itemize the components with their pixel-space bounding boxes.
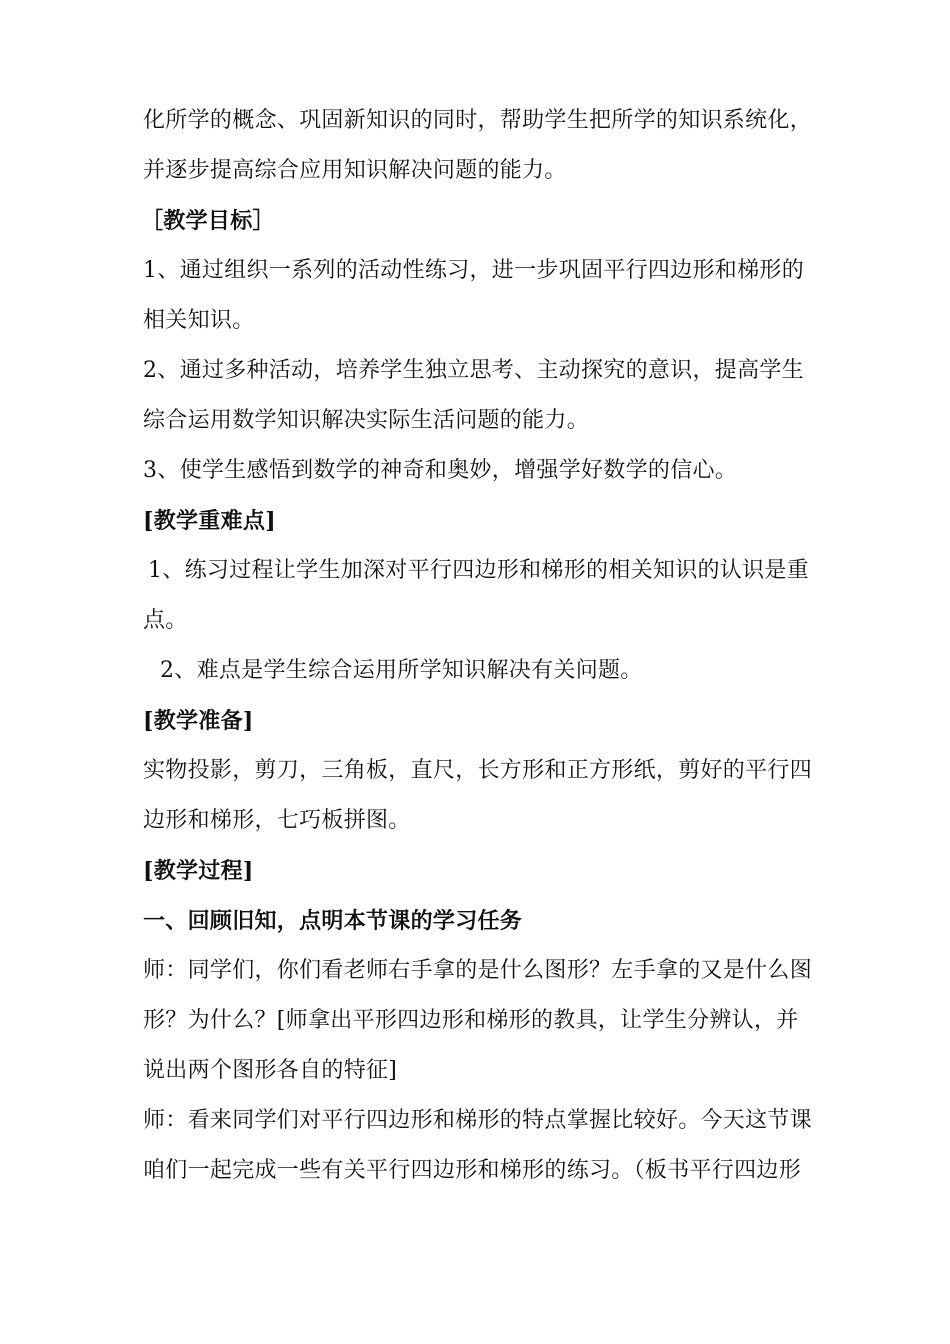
- body-text-line: 形？为什么？[师拿出平形四边形和梯形的教具，让学生分辨认，并: [143, 1008, 799, 1033]
- key-point-item-1: 1、练习过程让学生加深对平行四边形和梯形的相关知识的认识是重: [148, 558, 809, 583]
- objective-item-1: 1、通过组织一系列的活动性练习，进一步巩固平行四边形和梯形的: [143, 258, 804, 283]
- teacher-dialogue-line: 师：同学们，你们看老师右手拿的是什么图形？左手拿的又是什么图: [143, 958, 813, 983]
- section-heading-objectives: ［教学目标］: [141, 208, 275, 234]
- objective-item-3: 3、使学生感悟到数学的神奇和奥妙，增强学好数学的信心。: [143, 458, 738, 483]
- body-text-line: 化所学的概念、巩固新知识的同时，帮助学生把所学的知识系统化，: [143, 108, 813, 133]
- body-text-line: 咱们一起完成一些有关平行四边形和梯形的练习。（板书平行四边形: [143, 1158, 802, 1183]
- teacher-dialogue-line: 师：看来同学们对平行四边形和梯形的特点掌握比较好。今天这节课: [143, 1108, 813, 1133]
- body-text-line: 说出两个图形各自的特征]: [143, 1058, 398, 1083]
- objective-item-2: 2、通过多种活动，培养学生独立思考、主动探究的意识，提高学生: [143, 358, 804, 383]
- section-heading-process: [教学过程]: [143, 858, 254, 884]
- body-text-line: 点。: [143, 608, 188, 633]
- process-step-heading: 一、回顾旧知，点明本节课的学习任务: [143, 908, 523, 934]
- preparation-text: 实物投影，剪刀，三角板，直尺，长方形和正方形纸，剪好的平行四: [143, 758, 813, 783]
- body-text-line: 边形和梯形，七巧板拼图。: [143, 808, 411, 833]
- section-heading-preparation: [教学准备]: [143, 708, 254, 734]
- body-text-line: 相关知识。: [143, 308, 255, 333]
- body-text-line: 并逐步提高综合应用知识解决问题的能力。: [143, 158, 567, 183]
- key-point-item-2: 2、难点是学生综合运用所学知识解决有关问题。: [160, 658, 643, 683]
- section-heading-key-points: [教学重难点]: [143, 508, 276, 534]
- body-text-line: 综合运用数学知识解决实际生活问题的能力。: [143, 408, 590, 433]
